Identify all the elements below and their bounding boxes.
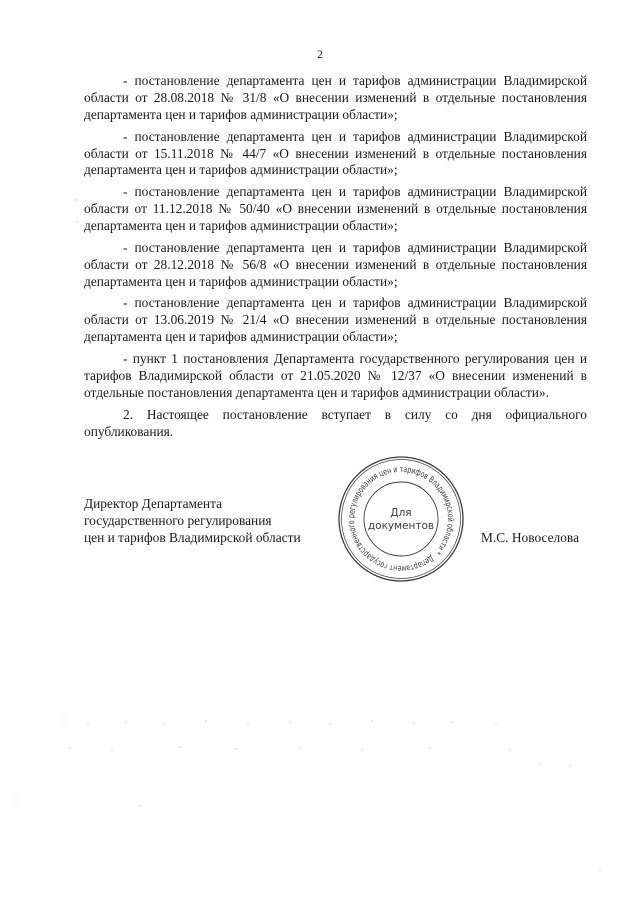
stamp-outer-ring xyxy=(339,457,463,581)
list-item-resolution-3: - постановление департамента цен и тарифов администрации Владимирской области от 11.12.2018 № 50/40 «О внесении изменений в отдельные постановления департамента цен и тарифов администрации области»; xyxy=(84,184,587,234)
page-number: 2 xyxy=(317,49,323,61)
document-body xyxy=(84,73,587,445)
signatory-title xyxy=(84,496,344,547)
stamp-outer-ring-inner xyxy=(342,460,461,579)
list-item-resolution-5: - постановление департамента цен и тарифов администрации Владимирской области от 13.06.2019 № 21/4 «О внесении изменений в отдельные постановления департамента цен и тарифов администрации области»; xyxy=(84,295,587,345)
list-item-resolution-4: - постановление департамента цен и тарифов администрации Владимирской области от 28.12.2018 № 56/8 «О внесении изменений в отдельные постановления департамента цен и тарифов администрации области»; xyxy=(84,239,587,289)
effective-date-clause: 2. Настоящее постановление вступает в силу со дня официального опубликования. xyxy=(84,406,587,439)
stamp-center-line-1: Для xyxy=(390,507,412,519)
signatory-title-line-3: цен и тарифов Владимирской области xyxy=(84,529,301,545)
stamp-seal xyxy=(336,454,466,584)
signatory-title-line-2: государственного регулирования xyxy=(84,512,272,528)
stamp-ring-text-path: Департамент государственного регулирования цен и тарифов Владимирской области * xyxy=(346,464,456,574)
stamp-center-line-2: документов xyxy=(367,520,435,532)
list-item-resolution-1: - постановление департамента цен и тарифов администрации Владимирской области от 28.08.2018 № 31/8 «О внесении изменений в отдельные постановления департамента цен и тарифов администрации области»; xyxy=(84,73,587,122)
signatory-name: М.С. Новоселова xyxy=(481,530,580,545)
signatory-title-line-1: Директор Департамента xyxy=(84,496,223,511)
stamp-inner-ring xyxy=(364,482,438,556)
list-item-resolution-2: - постановление департамента цен и тарифов администрации Владимирской области от 15.11.2018 № 44/7 «О внесении изменений в отдельные постановления департамента цен и тарифов администрации области»; xyxy=(84,128,587,178)
list-item-resolution-6: - пункт 1 постановления Департамента государственного регулирования цен и тарифов Владимирской области от 21.05.2020 № 12/37 «О внесении изменений в отдельные постановления департамента цен и тарифов администрации области». xyxy=(84,351,587,400)
official-stamp xyxy=(336,454,466,584)
